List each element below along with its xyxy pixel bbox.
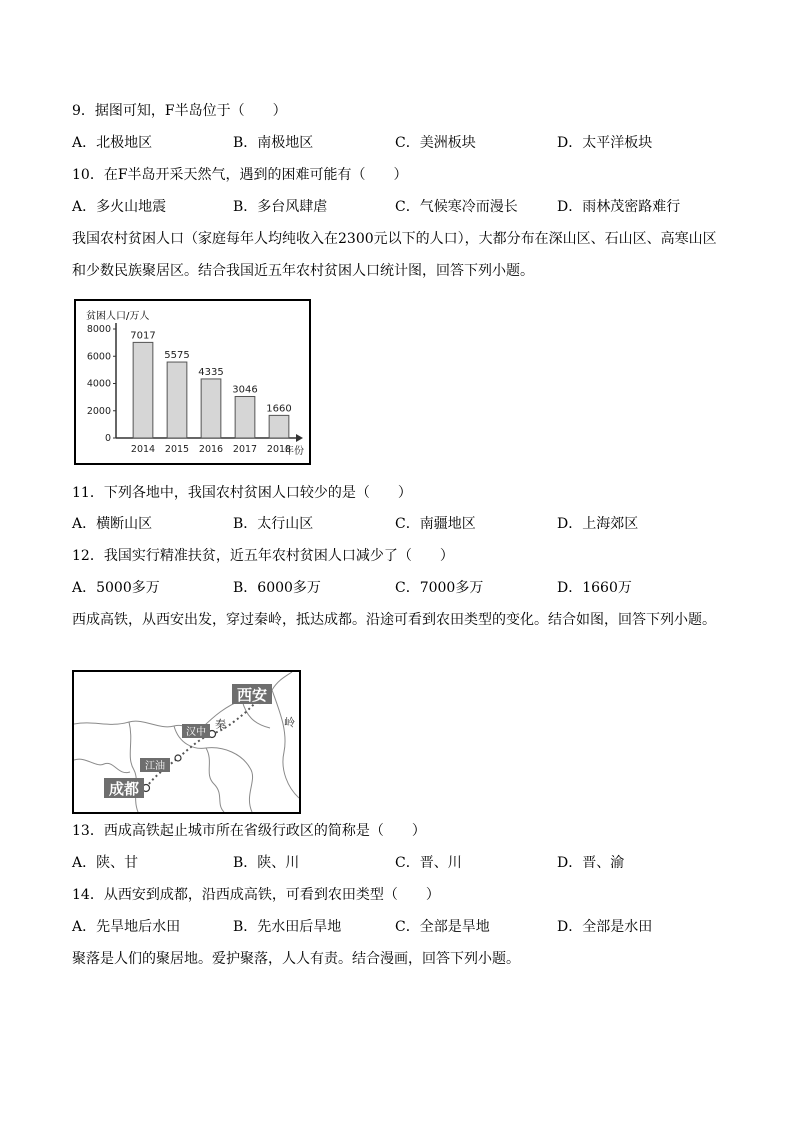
q12-option-b: B．6000多万 <box>233 580 321 596</box>
jiangyou-dot <box>175 755 181 761</box>
poverty-bar-chart <box>74 299 311 465</box>
q14-option-b: B．先水田后旱地 <box>233 919 342 935</box>
border-line-5 <box>272 690 299 798</box>
q14-option-d: D．全部是水田 <box>557 919 653 935</box>
q11-option-d: D．上海郊区 <box>557 516 639 532</box>
q9-option-c: C．美洲板块 <box>395 135 476 151</box>
hanzhong-label: 汉中 <box>186 727 206 738</box>
q9-option-a: A．北极地区 <box>72 135 153 151</box>
bar-data-label: 4335 <box>198 366 224 378</box>
q11-option-b: B．太行山区 <box>233 516 314 532</box>
border-line-7 <box>74 759 130 772</box>
chengdu-label: 成都 <box>108 780 140 798</box>
border-line-8 <box>242 700 270 728</box>
railway-route <box>146 700 260 788</box>
y-tick-label: 4000 <box>86 378 111 390</box>
chart-ylabel: 贫困人口/万人 <box>86 311 150 322</box>
q10-option-a: A．多火山地震 <box>72 199 167 215</box>
q10-option-c: C．气候寒冷而漫长 <box>395 199 518 215</box>
q11-option-c: C．南疆地区 <box>395 516 476 532</box>
question-9-stem: 9．据图可知，F半岛位于（ ） <box>72 103 287 119</box>
xi-cheng-railway-map <box>72 670 301 814</box>
bar-data-label: 5575 <box>164 350 190 362</box>
bar <box>269 415 289 438</box>
q13-option-b: B．陕、川 <box>233 855 300 871</box>
question-12-stem: 12．我国实行精准扶贫，近五年农村贫困人口减少了（ ） <box>72 548 454 564</box>
q14-option-c: C．全部是旱地 <box>395 919 490 935</box>
q13-option-a: A．陕、甘 <box>72 855 139 871</box>
x-tick-label: 2014 <box>130 444 156 455</box>
y-tick-label: 6000 <box>86 351 111 363</box>
bar <box>235 396 255 438</box>
q14-option-a: A．先旱地后水田 <box>72 919 181 935</box>
xian-label: 西安 <box>236 686 268 704</box>
intro-settlement: 聚落是人们的聚居地。爱护聚落，人人有责。结合漫画，回答下列小题。 <box>72 951 520 967</box>
q10-option-d: D．雨林茂密路难行 <box>557 199 681 215</box>
bar-data-label: 1660 <box>266 403 292 415</box>
jiangyou-label: 江油 <box>145 761 165 772</box>
border-line-3 <box>174 726 253 812</box>
q9-option-d: D．太平洋板块 <box>557 135 653 151</box>
bar-data-label: 3046 <box>232 384 258 396</box>
x-tick-label: 2015 <box>164 444 190 455</box>
q11-option-a: A．横断山区 <box>72 516 153 532</box>
q12-option-c: C．7000多万 <box>395 580 484 596</box>
question-14-stem: 14．从西安到成都，沿西成高铁，可看到农田类型（ ） <box>72 887 440 903</box>
map-svg <box>74 672 299 812</box>
x-tick-label: 2016 <box>198 444 224 455</box>
bar-data-label: 7017 <box>130 330 156 342</box>
bar <box>133 342 153 438</box>
chart-xlabel: 年份 <box>284 446 304 457</box>
q12-option-d: D．1660万 <box>557 580 632 596</box>
qin-label: 秦 <box>215 718 226 731</box>
border-line-2 <box>129 722 138 812</box>
y-tick-label: 2000 <box>86 405 111 417</box>
intro-poverty: 我国农村贫困人口（家庭每年人均纯收入在2300元以下的人口），大都分布在深山区、石山区、高寒山区和少数民族聚居区。结合我国近五年农村贫困人口统计图，回答下列小题。 <box>72 231 717 279</box>
intro-railway: 西成高铁，从西安出发，穿过秦岭，抵达成都。沿途可看到农田类型的变化。结合如图，回答下列小题。 <box>72 612 716 628</box>
bar <box>167 362 187 438</box>
question-11-stem: 11．下列各地中，我国农村贫困人口较少的是（ ） <box>72 485 412 501</box>
q12-option-a: A．5000多万 <box>72 580 160 596</box>
x-tick-label: 2018 <box>266 444 292 455</box>
q10-option-b: B．多台风肆虐 <box>233 199 328 215</box>
q9-option-b: B．南极地区 <box>233 135 314 151</box>
x-axis-arrow <box>296 434 303 442</box>
x-tick-label: 2017 <box>232 444 258 455</box>
y-tick-label: 8000 <box>86 324 111 335</box>
ling-label: 岭 <box>284 716 295 729</box>
y-tick-label: 0 <box>104 433 111 444</box>
border-line-6 <box>206 748 224 812</box>
q13-option-d: D．晋、渝 <box>557 855 625 871</box>
bar <box>201 379 221 438</box>
question-13-stem: 13．西成高铁起止城市所在省级行政区的简称是（ ） <box>72 823 426 839</box>
question-10-stem: 10．在F半岛开采天然气，遇到的困难可能有（ ） <box>72 167 408 183</box>
q13-option-c: C．晋、川 <box>395 855 462 871</box>
bar-chart-svg <box>76 301 309 463</box>
